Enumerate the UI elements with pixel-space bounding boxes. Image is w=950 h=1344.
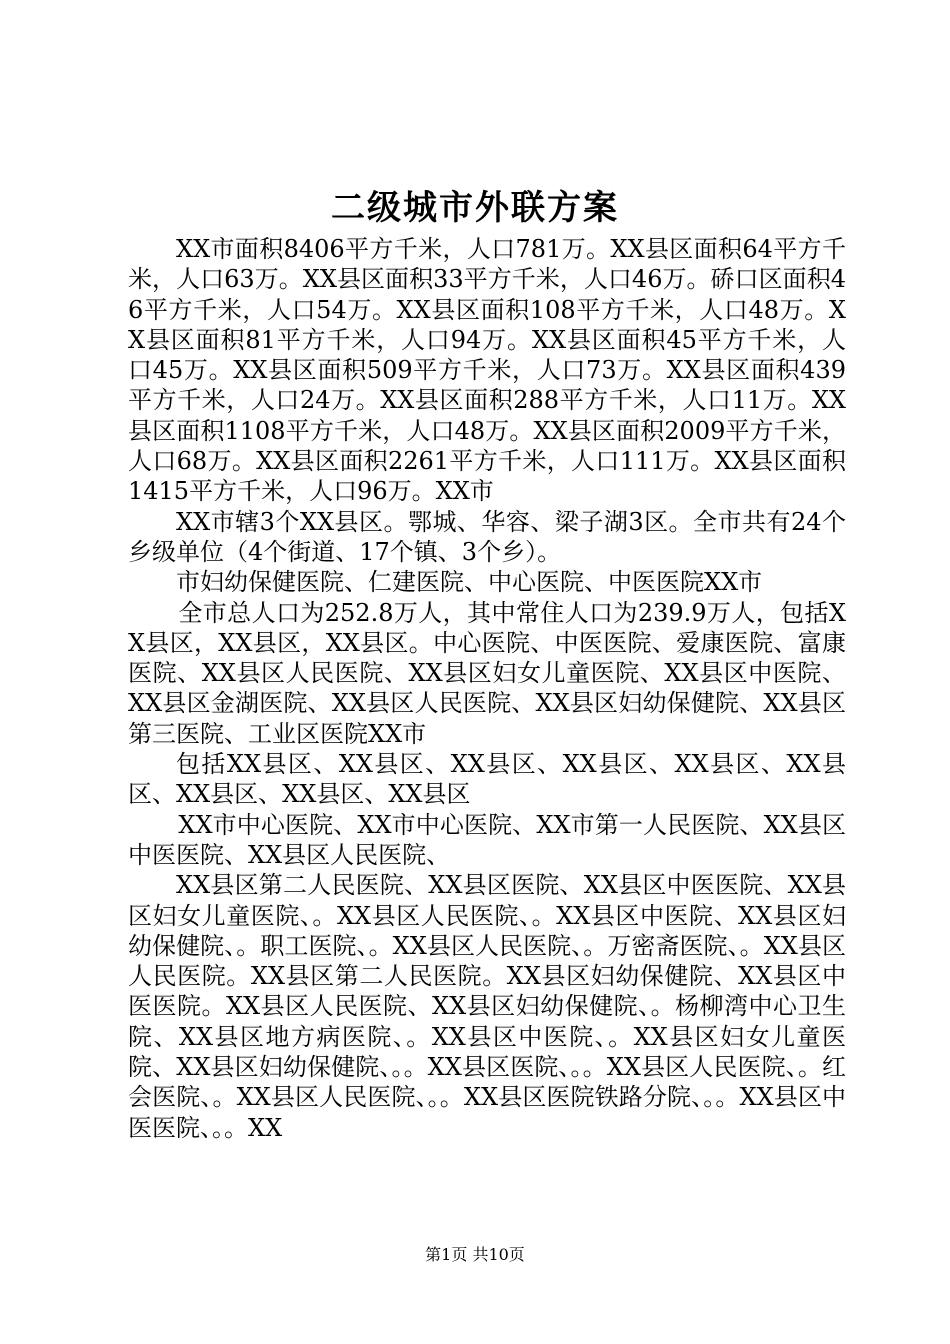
document-body xyxy=(128,234,846,1143)
paragraph-includes-districts: 包括XX县区、XX县区、XX县区、XX县区、XX县区、XX县区、XX县区、XX县区、XX县区 xyxy=(128,750,846,809)
paragraph-city-hospitals: 市妇幼保健医院、仁建医院、中心医院、中医医院XX市 xyxy=(176,568,763,597)
paragraph-area-population: XX市面积8406平方千米，人口781万。XX县区面积64平方千米，人口63万。XX县区面积33平方千米，人口46万。硚口区面积46平方千米，人口54万。XX县区面积108平方千米，人口48万。XX县区面积81平方千米，人口94万。XX县区面积45平方千米，人口45万。XX县区面积509平方千米，人口73万。XX县区面积439平方千米，人口24万。XX县区面积288平方千米，人口11万。XX县区面积1108平方千米，人口48万。XX县区面积2009平方千米，人口68万。XX县区面积2261平方千米，人口111万。XX县区面积1415平方千米，人口96万。XX市 xyxy=(128,235,846,506)
document-title: 二级城市外联方案 xyxy=(331,188,619,228)
paragraph-hospital-list: XX县区第二人民医院、XX县区医院、XX县区中医医院、XX县区妇女儿童医院、。XX县区人民医院、。XX县区中医院、XX县区妇幼保健院、。职工医院、。XX县区人民医院、。万密斋医院、。XX县区人民医院。XX县区第二人民医院。XX县区妇幼保健院、XX县区中医医院。XX县区人民医院、XX县区妇幼保健院、。杨柳湾中心卫生院、XX县区地方病医院、。XX县区中医院、。XX县区妇女儿童医院、XX县区妇幼保健院、。。XX县区医院、。。XX县区人民医院、。红会医院、。XX县区人民医院、。。XX县区医院铁路分院、。。XX县区中医医院、。。XX xyxy=(128,871,846,1142)
paragraph-central-hospitals: XX市中心医院、XX市中心医院、XX市第一人民医院、XX县区中医医院、XX县区人民医院、 xyxy=(128,810,846,869)
paragraph-total-population: 全市总人口为252.8万人，其中常住人口为239.9万人，包括XX县区，XX县区，XX县区。中心医院、中医医院、爱康医院、富康医院、XX县区人民医院、XX县区妇女儿童医院、XX县区中医院、XX县区金湖医院、XX县区人民医院、XX县区妇幼保健院、XX县区第三医院、工业区医院XX市 xyxy=(128,598,846,748)
page-number-footer: 第1页 共10页 xyxy=(425,1245,525,1264)
paragraph-districts: XX市辖3个XX县区。鄂城、华容、梁子湖3区。全市共有24个乡级单位（4个街道、17个镇、3个乡）。 xyxy=(128,507,846,566)
